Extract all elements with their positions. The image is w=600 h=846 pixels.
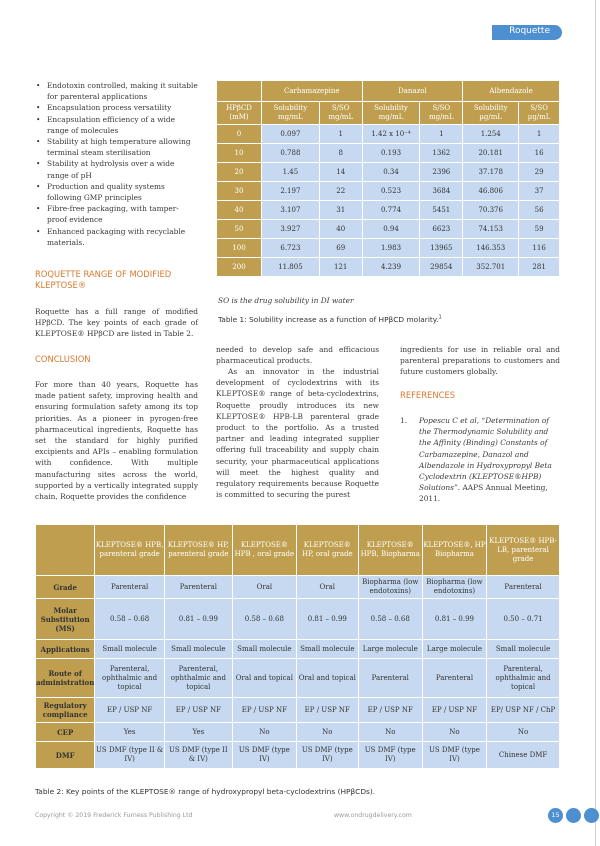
- table1-cell: 37: [519, 182, 559, 200]
- table1-subheader: S/SO µg/mL: [519, 102, 559, 124]
- table2-column-header: KLEPTOSE® HP, oral grade: [297, 525, 358, 575]
- page-dot: [566, 808, 581, 823]
- table-row: [217, 125, 559, 143]
- table1-note: SO is the drug solubility in DI water: [218, 296, 354, 305]
- table2-cell: EP / USP NF: [233, 698, 296, 722]
- table1-cell: 16: [519, 144, 559, 162]
- table2-cell: Parenteral: [95, 576, 164, 598]
- table2-caption: Table 2: Key points of the KLEPTOSE® range of hydroxypropyl beta-cyclodextrins (HPβCDs).: [35, 787, 376, 796]
- table2-cell: 0.81 – 0.99: [423, 599, 486, 639]
- table1-cell: 281: [519, 258, 559, 276]
- table2-corner: [36, 525, 94, 575]
- table-row: [36, 742, 559, 768]
- table1-row-head: 20: [217, 163, 261, 181]
- table1-cell: 146.353: [463, 239, 518, 257]
- table1-cell: 70.376: [463, 201, 518, 219]
- table2-column-header: KLEPTOSE® HPB-LB, parenteral grade: [487, 525, 559, 575]
- table2-column-header: KLEPTOSE® HPB , oral grade: [233, 525, 296, 575]
- table1-caption: [218, 315, 442, 324]
- table2-cell: 0.50 – 0.71: [487, 599, 559, 639]
- table-row: [217, 182, 559, 200]
- table2-row-head: Grade: [36, 576, 94, 598]
- table1-cell: 46.806: [463, 182, 518, 200]
- table2-cell: 0.81 – 0.99: [165, 599, 232, 639]
- table2-cell: Chinese DMF: [487, 742, 559, 768]
- brand-tab: [492, 25, 562, 40]
- table1-row-head: 40: [217, 201, 261, 219]
- table2-cell: Small molecule: [165, 640, 232, 658]
- table1-corner: [217, 81, 261, 101]
- table2-cell: No: [359, 723, 422, 741]
- list-item: • Endotoxin controlled, making it suitable for parenteral applications: [35, 80, 198, 102]
- table1-cell: 14: [320, 163, 362, 181]
- table1-cell: 40: [320, 220, 362, 238]
- table2-cell: Oral: [297, 576, 358, 598]
- table-row: [36, 599, 559, 639]
- reference-source: AAPS Annual Meeting, 2011.: [419, 483, 548, 504]
- table2-cell: Large molecule: [359, 640, 422, 658]
- table1-caption-sup: 1: [438, 314, 442, 321]
- table1-cell: 4.239: [363, 258, 420, 276]
- table1-cell: 1.42 x 10⁻⁴: [363, 125, 420, 143]
- page-number: 15: [548, 808, 563, 823]
- table2-cell: Parenteral: [423, 659, 486, 697]
- table-row: [36, 698, 559, 722]
- conclusion-col2b: As an innovator in the industrial development of cyclodextrins with its KLEPTOSE® range of beta-cyclodextrins, Roquette proudly introduces its new KLEPTOSE® HPB-LB parenteral grade product to the portfolio. As a trusted partner and leading integrated supplier offering full traceability and supply chain security, your pharmaceutical applications will meet the highest quality and regulatory requirements because Roquette is committed to securing the purest: [216, 367, 379, 500]
- table1-cell: 29: [519, 163, 559, 181]
- table2-row-head: DMF: [36, 742, 94, 768]
- table1-subheader: Solubility mg/mL: [262, 102, 319, 124]
- table2-cell: Biopharma (low endotoxins): [423, 576, 486, 598]
- brand-name: Roquette: [509, 26, 550, 36]
- table1-cell: 1.254: [463, 125, 518, 143]
- table1-cell: 1362: [420, 144, 462, 162]
- table2-cell: No: [233, 723, 296, 741]
- solubility-table: [216, 80, 560, 277]
- table2-cell: Small molecule: [233, 640, 296, 658]
- table2-cell: EP / USP NF: [423, 698, 486, 722]
- conclusion-col3: ingredients for use in reliable oral and parenteral preparations to customers and future customers globally.: [400, 345, 560, 377]
- table-row: [217, 239, 559, 257]
- table1-cell: 5451: [420, 201, 462, 219]
- list-item: • Encapsulation process versatility: [35, 102, 198, 113]
- table2-cell: US DMF (type IV): [233, 742, 296, 768]
- table1-cell: 0.34: [363, 163, 420, 181]
- table1-cell: 6623: [420, 220, 462, 238]
- table2-cell: Parenteral, ophthalmic and topical: [487, 659, 559, 697]
- table1-first-col: HPβCD (mM): [217, 102, 261, 124]
- table1-cell: 2.197: [262, 182, 319, 200]
- table1-row-head: 200: [217, 258, 261, 276]
- table2-cell: Biopharma (low endotoxins): [359, 576, 422, 598]
- table1-cell: 1: [320, 125, 362, 143]
- table2-cell: Parenteral, ophthalmic and topical: [95, 659, 164, 697]
- table2-cell: US DMF (type II & IV): [165, 742, 232, 768]
- conclusion-col2a: needed to develop safe and efficacious pharmaceutical products.: [216, 345, 379, 366]
- table-row: [36, 576, 559, 598]
- table1-cell: 56: [519, 201, 559, 219]
- table2-cell: EP/ USP NF / ChP: [487, 698, 559, 722]
- table2-cell: Oral: [233, 576, 296, 598]
- table1-cell: 0.523: [363, 182, 420, 200]
- table2-row-head: Applications: [36, 640, 94, 658]
- table1-cell: 8: [320, 144, 362, 162]
- table1-group: Danazol: [363, 81, 463, 101]
- list-item: • Enhanced packaging with recyclable materials.: [35, 226, 198, 248]
- page-dot: [584, 808, 599, 823]
- table1-cell: 2396: [420, 163, 462, 181]
- table2-cell: EP / USP NF: [95, 698, 164, 722]
- list-item: • Fibre-free packaging, with tamper-proof evidence: [35, 203, 198, 225]
- table1-cell: 6.723: [262, 239, 319, 257]
- table2-cell: US DMF (type IV): [423, 742, 486, 768]
- list-item: • Stability at hydrolysis over a wide range of pH: [35, 158, 198, 180]
- table2-column-header: KLEPTOSE® HPB, Biopharma: [359, 525, 422, 575]
- table1-cell: 29854: [420, 258, 462, 276]
- copyright: Copyright © 2019 Frederick Furness Publishing Ltd: [35, 812, 193, 819]
- table2-cell: No: [487, 723, 559, 741]
- table2-cell: EP / USP NF: [297, 698, 358, 722]
- table-row: [217, 144, 559, 162]
- table1-cell: 11.805: [262, 258, 319, 276]
- table1-cell: 1: [420, 125, 462, 143]
- table-row: [217, 220, 559, 238]
- table2-cell: Small molecule: [297, 640, 358, 658]
- table1-subheader: S/SO mg/mL: [320, 102, 362, 124]
- table1-subheader: S/SO mg/mL: [420, 102, 462, 124]
- table1-cell: 1: [519, 125, 559, 143]
- table-row: [36, 659, 559, 697]
- table1-row-head: 100: [217, 239, 261, 257]
- table1-cell: 69: [320, 239, 362, 257]
- table1-cell: 0.097: [262, 125, 319, 143]
- table2-cell: Large molecule: [423, 640, 486, 658]
- list-item: • Stability at high temperature allowing terminal steam sterilisation: [35, 136, 198, 158]
- table-row: [36, 640, 559, 658]
- table2-cell: Parenteral, ophthalmic and topical: [165, 659, 232, 697]
- table1-subheader: Solubility mg/mL: [363, 102, 420, 124]
- table1-cell: 0.788: [262, 144, 319, 162]
- table2-cell: US DMF (type II & IV): [95, 742, 164, 768]
- table1-cell: 22: [320, 182, 362, 200]
- table1-cell: 3684: [420, 182, 462, 200]
- table1-cell: 31: [320, 201, 362, 219]
- table2-row-head: Molar Substitution (MS): [36, 599, 94, 639]
- table2-cell: Yes: [165, 723, 232, 741]
- table1-row-head: 0: [217, 125, 261, 143]
- range-body: Roquette has a full range of modified HPβCD. The key points of each grade of KLEPTOSE® HPβCD are listed in Table 2.: [35, 307, 198, 339]
- table2-cell: Yes: [95, 723, 164, 741]
- list-item: • Production and quality systems following GMP principles: [35, 181, 198, 203]
- table1-row-head: 30: [217, 182, 261, 200]
- table1-cell: 116: [519, 239, 559, 257]
- table2-cell: 0.58 – 0.68: [359, 599, 422, 639]
- table2-cell: 0.81 – 0.99: [297, 599, 358, 639]
- table2-cell: US DMF (type IV): [359, 742, 422, 768]
- feature-list: [35, 80, 198, 248]
- table1-group: Albendazole: [463, 81, 559, 101]
- table-row: [217, 258, 559, 276]
- table1-cell: 74.153: [463, 220, 518, 238]
- table1-cell: 1.983: [363, 239, 420, 257]
- table1-cell: 37.178: [463, 163, 518, 181]
- table2-cell: Parenteral: [165, 576, 232, 598]
- table2-cell: Parenteral: [487, 576, 559, 598]
- table2-column-header: KLEPTOSE®, HP Biopharma: [423, 525, 486, 575]
- table2-cell: EP / USP NF: [359, 698, 422, 722]
- conclusion-heading: CONCLUSION: [35, 354, 91, 364]
- list-item: • Encapsulation efficiency of a wide range of molecules: [35, 114, 198, 136]
- range-heading: ROQUETTE RANGE OF MODIFIED KLEPTOSE®: [35, 269, 172, 290]
- table1-subheader: Solubility µg/mL: [463, 102, 518, 124]
- table1-cell: 352.701: [463, 258, 518, 276]
- table1-cell: 13965: [420, 239, 462, 257]
- table1-row-head: 10: [217, 144, 261, 162]
- table2-cell: Oral and topical: [233, 659, 296, 697]
- table1-cell: 59: [519, 220, 559, 238]
- table1-cell: 20.181: [463, 144, 518, 162]
- references-heading: REFERENCES: [400, 390, 456, 400]
- table1-caption-text: Table 1: Solubility increase as a function of HPβCD molarity.: [218, 315, 439, 324]
- reference-text: Popescu C et al, “Determination of the Thermodynamic Solubility and the Affinity (Binding) Constants of Carbamazepine, Danazol and Albendazole in Hydroxypropyl Beta Cyclodextrin (KLEPTOSE®HPB) Solutions”.: [419, 416, 552, 493]
- conclusion-col1: For more than 40 years, Roquette has made patient safety, improving health and ensuring formulation safety among its top priorities. As a pioneer in pyrogen-free pharmaceutical ingredients, Roquette has set the standard for highly purified excipients and APIs – enabling formulation with confidence. With multiple manufacturing sites across the world, supported by a vertically integrated supply chain, Roquette provides the confidence: [35, 380, 198, 502]
- footer-url[interactable]: www.ondrugdelivery.com: [334, 812, 412, 819]
- table2-column-header: KLEPTOSE® HPB, parenteral grade: [95, 525, 164, 575]
- table2-row-head: Regulatory compliance: [36, 698, 94, 722]
- table2-cell: Small molecule: [95, 640, 164, 658]
- table2-cell: Parenteral: [359, 659, 422, 697]
- table1-group: Carbamazepine: [262, 81, 362, 101]
- table2-row-head: Route of administration: [36, 659, 94, 697]
- table2-row-head: CEP: [36, 723, 94, 741]
- reference-number: 1.: [400, 416, 408, 425]
- table2-column-header: KLEPTOSE® HP, parenteral grade: [165, 525, 232, 575]
- table1-cell: 121: [320, 258, 362, 276]
- table2-cell: US DMF (type IV): [297, 742, 358, 768]
- kleptose-grades-table: [35, 524, 560, 769]
- table1-cell: 0.94: [363, 220, 420, 238]
- table1-row-head: 50: [217, 220, 261, 238]
- table1-cell: 1.45: [262, 163, 319, 181]
- table-row: [217, 201, 559, 219]
- table2-cell: Small molecule: [487, 640, 559, 658]
- table2-cell: EP / USP NF: [165, 698, 232, 722]
- table2-cell: 0.58 – 0.68: [233, 599, 296, 639]
- table-row: [36, 723, 559, 741]
- table2-cell: No: [297, 723, 358, 741]
- table-row: [217, 163, 559, 181]
- table1-cell: 3.927: [262, 220, 319, 238]
- table1-cell: 3.107: [262, 201, 319, 219]
- table2-cell: Oral and topical: [297, 659, 358, 697]
- table1-cell: 0.193: [363, 144, 420, 162]
- table2-cell: 0.58 – 0.68: [95, 599, 164, 639]
- table1-cell: 0.774: [363, 201, 420, 219]
- table2-cell: No: [423, 723, 486, 741]
